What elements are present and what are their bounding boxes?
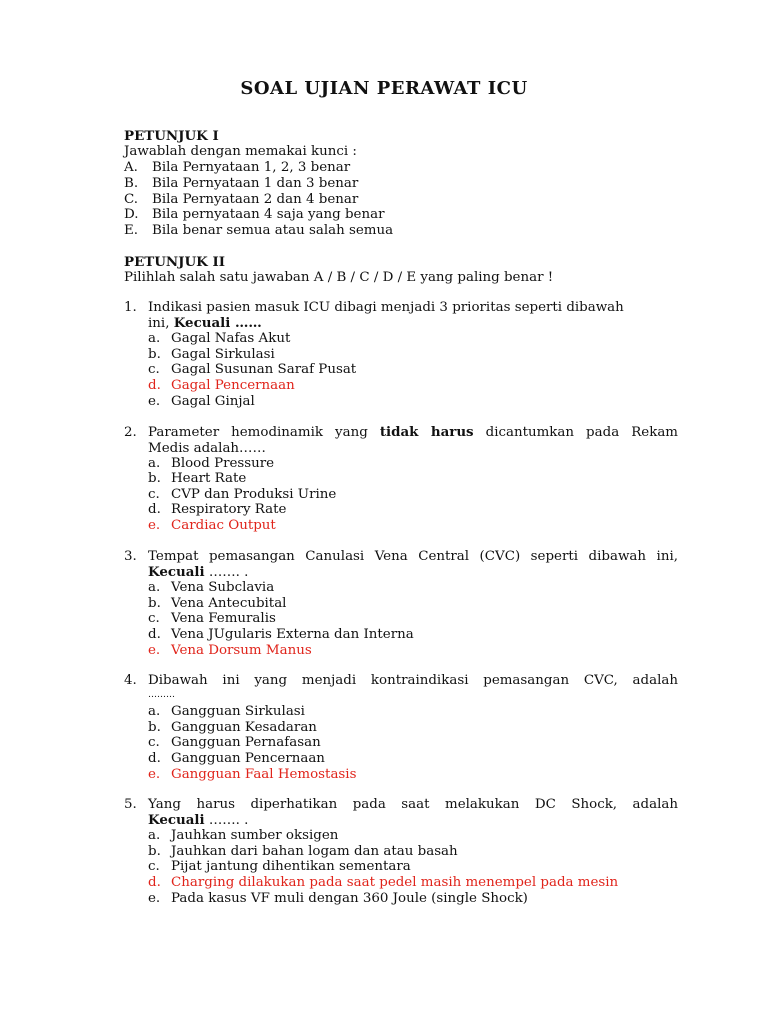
option-text-answer: Gagal Pencernaan [171,378,295,393]
option-text: Gagal Susunan Saraf Pusat [171,362,357,377]
petunjuk-1-heading: PETUNJUK I [124,128,219,144]
question-text [148,797,678,828]
option-letter: c. [148,735,160,750]
key-letter: E. [124,223,139,238]
question-line [148,425,678,441]
question-emphasis: Kecuali [148,563,205,580]
key-text: Bila Pernyataan 2 dan 4 benar [152,192,359,207]
option-letter: c. [148,487,160,502]
question-line: Yang harus diperhatikan pada saat melakukan DC Shock, adalah [148,797,678,812]
option-text: Gagal Sirkulasi [171,347,275,362]
option-text: Heart Rate [171,471,247,486]
option-letter-answer: e. [148,518,161,533]
question-emphasis: Kecuali [148,811,205,828]
question-line [148,316,678,332]
question-text-part: ini, [148,315,174,331]
option-letter: c. [148,859,160,874]
petunjuk-2-heading: PETUNJUK II [124,254,225,270]
key-text: Bila Pernyataan 1, 2, 3 benar [152,160,351,175]
option-letter-answer: e. [148,767,161,782]
option-text: Pijat jantung dihentikan sementara [171,859,411,874]
option-letter: c. [148,362,160,377]
question-text [148,300,678,331]
option-text-answer: Charging dilakukan pada saat pedel masih menempel pada mesin [171,875,619,890]
question-line: Indikasi pasien masuk ICU dibagi menjadi 3 prioritas seperti dibawah [148,300,624,315]
option-letter: a. [148,704,161,719]
option-letter: a. [148,331,161,346]
question-number: 1. [124,300,137,315]
option-letter: e. [148,891,161,906]
question-text [148,425,678,456]
key-text: Bila Pernyataan 1 dan 3 benar [152,176,359,191]
option-letter: b. [148,844,161,859]
key-letter: C. [124,192,139,207]
question-emphasis: Kecuali …… [173,314,262,331]
option-text: Respiratory Rate [171,502,287,517]
option-text: Gangguan Kesadaran [171,720,317,735]
option-text: Vena Femuralis [171,611,276,626]
petunjuk-1-intro: Jawablah dengan memakai kunci : [124,144,357,159]
option-text: Gangguan Pencernaan [171,751,325,766]
option-letter: b. [148,471,161,486]
option-letter: a. [148,828,161,843]
option-letter: e. [148,394,161,409]
option-letter-answer: d. [148,378,161,393]
page-title: SOAL UJIAN PERAWAT ICU [240,78,528,99]
question-text [148,549,678,580]
question-line [148,813,678,829]
key-letter: B. [124,176,139,191]
option-letter: b. [148,347,161,362]
question-text-part: ……. . [204,812,249,828]
option-text: Gagal Nafas Akut [171,331,291,346]
option-letter: d. [148,751,161,766]
option-letter: a. [148,580,161,595]
question-number: 3. [124,549,137,564]
key-text: Bila pernyataan 4 saja yang benar [152,207,385,222]
option-text: Pada kasus VF muli dengan 360 Joule (single Shock) [171,891,528,906]
question-text-part: dicantumkan pada Rekam [473,425,679,440]
question-line: Dibawah ini yang menjadi kontraindikasi pemasangan CVC, adalah [148,673,678,688]
option-text: Gagal Ginjal [171,394,255,409]
option-letter: d. [148,627,161,642]
option-text-answer: Vena Dorsum Manus [171,643,312,658]
option-text: Gangguan Pernafasan [171,735,321,750]
question-text-part: ……. . [204,564,249,580]
question-number: 5. [124,797,137,812]
question-number: 2. [124,425,137,440]
option-text-answer: Cardiac Output [171,518,276,533]
question-text-part: Parameter hemodinamik yang [148,425,380,440]
option-letter: b. [148,720,161,735]
key-letter: A. [124,160,138,175]
option-text: CVP dan Produksi Urine [171,487,337,502]
option-text: Jauhkan sumber oksigen [171,828,339,843]
option-text: Blood Pressure [171,456,275,471]
option-letter: a. [148,456,161,471]
option-text: Vena Subclavia [171,580,275,595]
key-text: Bila benar semua atau salah semua [152,223,394,238]
option-letter: d. [148,502,161,517]
question-line: Medis adalah…… [148,440,266,456]
option-text: Vena Antecubital [171,596,287,611]
question-line [148,565,678,581]
option-text: Gangguan Sirkulasi [171,704,305,719]
question-emphasis: tidak harus [379,424,474,440]
key-letter: D. [124,207,139,222]
option-text: Jauhkan dari bahan logam dan atau basah [171,844,458,859]
option-letter: c. [148,611,160,626]
option-text: Vena JUgularis Externa dan Interna [171,627,414,642]
question-line: Tempat pemasangan Canulasi Vena Central (CVC) seperti dibawah ini, [148,549,678,564]
question-text [148,673,678,701]
option-letter-answer: e. [148,643,161,658]
option-text-answer: Gangguan Faal Hemostasis [171,767,357,782]
petunjuk-2-intro: Pilihlah salah satu jawaban A / B / C / D / E yang paling benar ! [124,270,554,285]
question-number: 4. [124,673,137,688]
question-line: ……… [148,689,175,700]
option-letter-answer: d. [148,875,161,890]
option-letter: b. [148,596,161,611]
